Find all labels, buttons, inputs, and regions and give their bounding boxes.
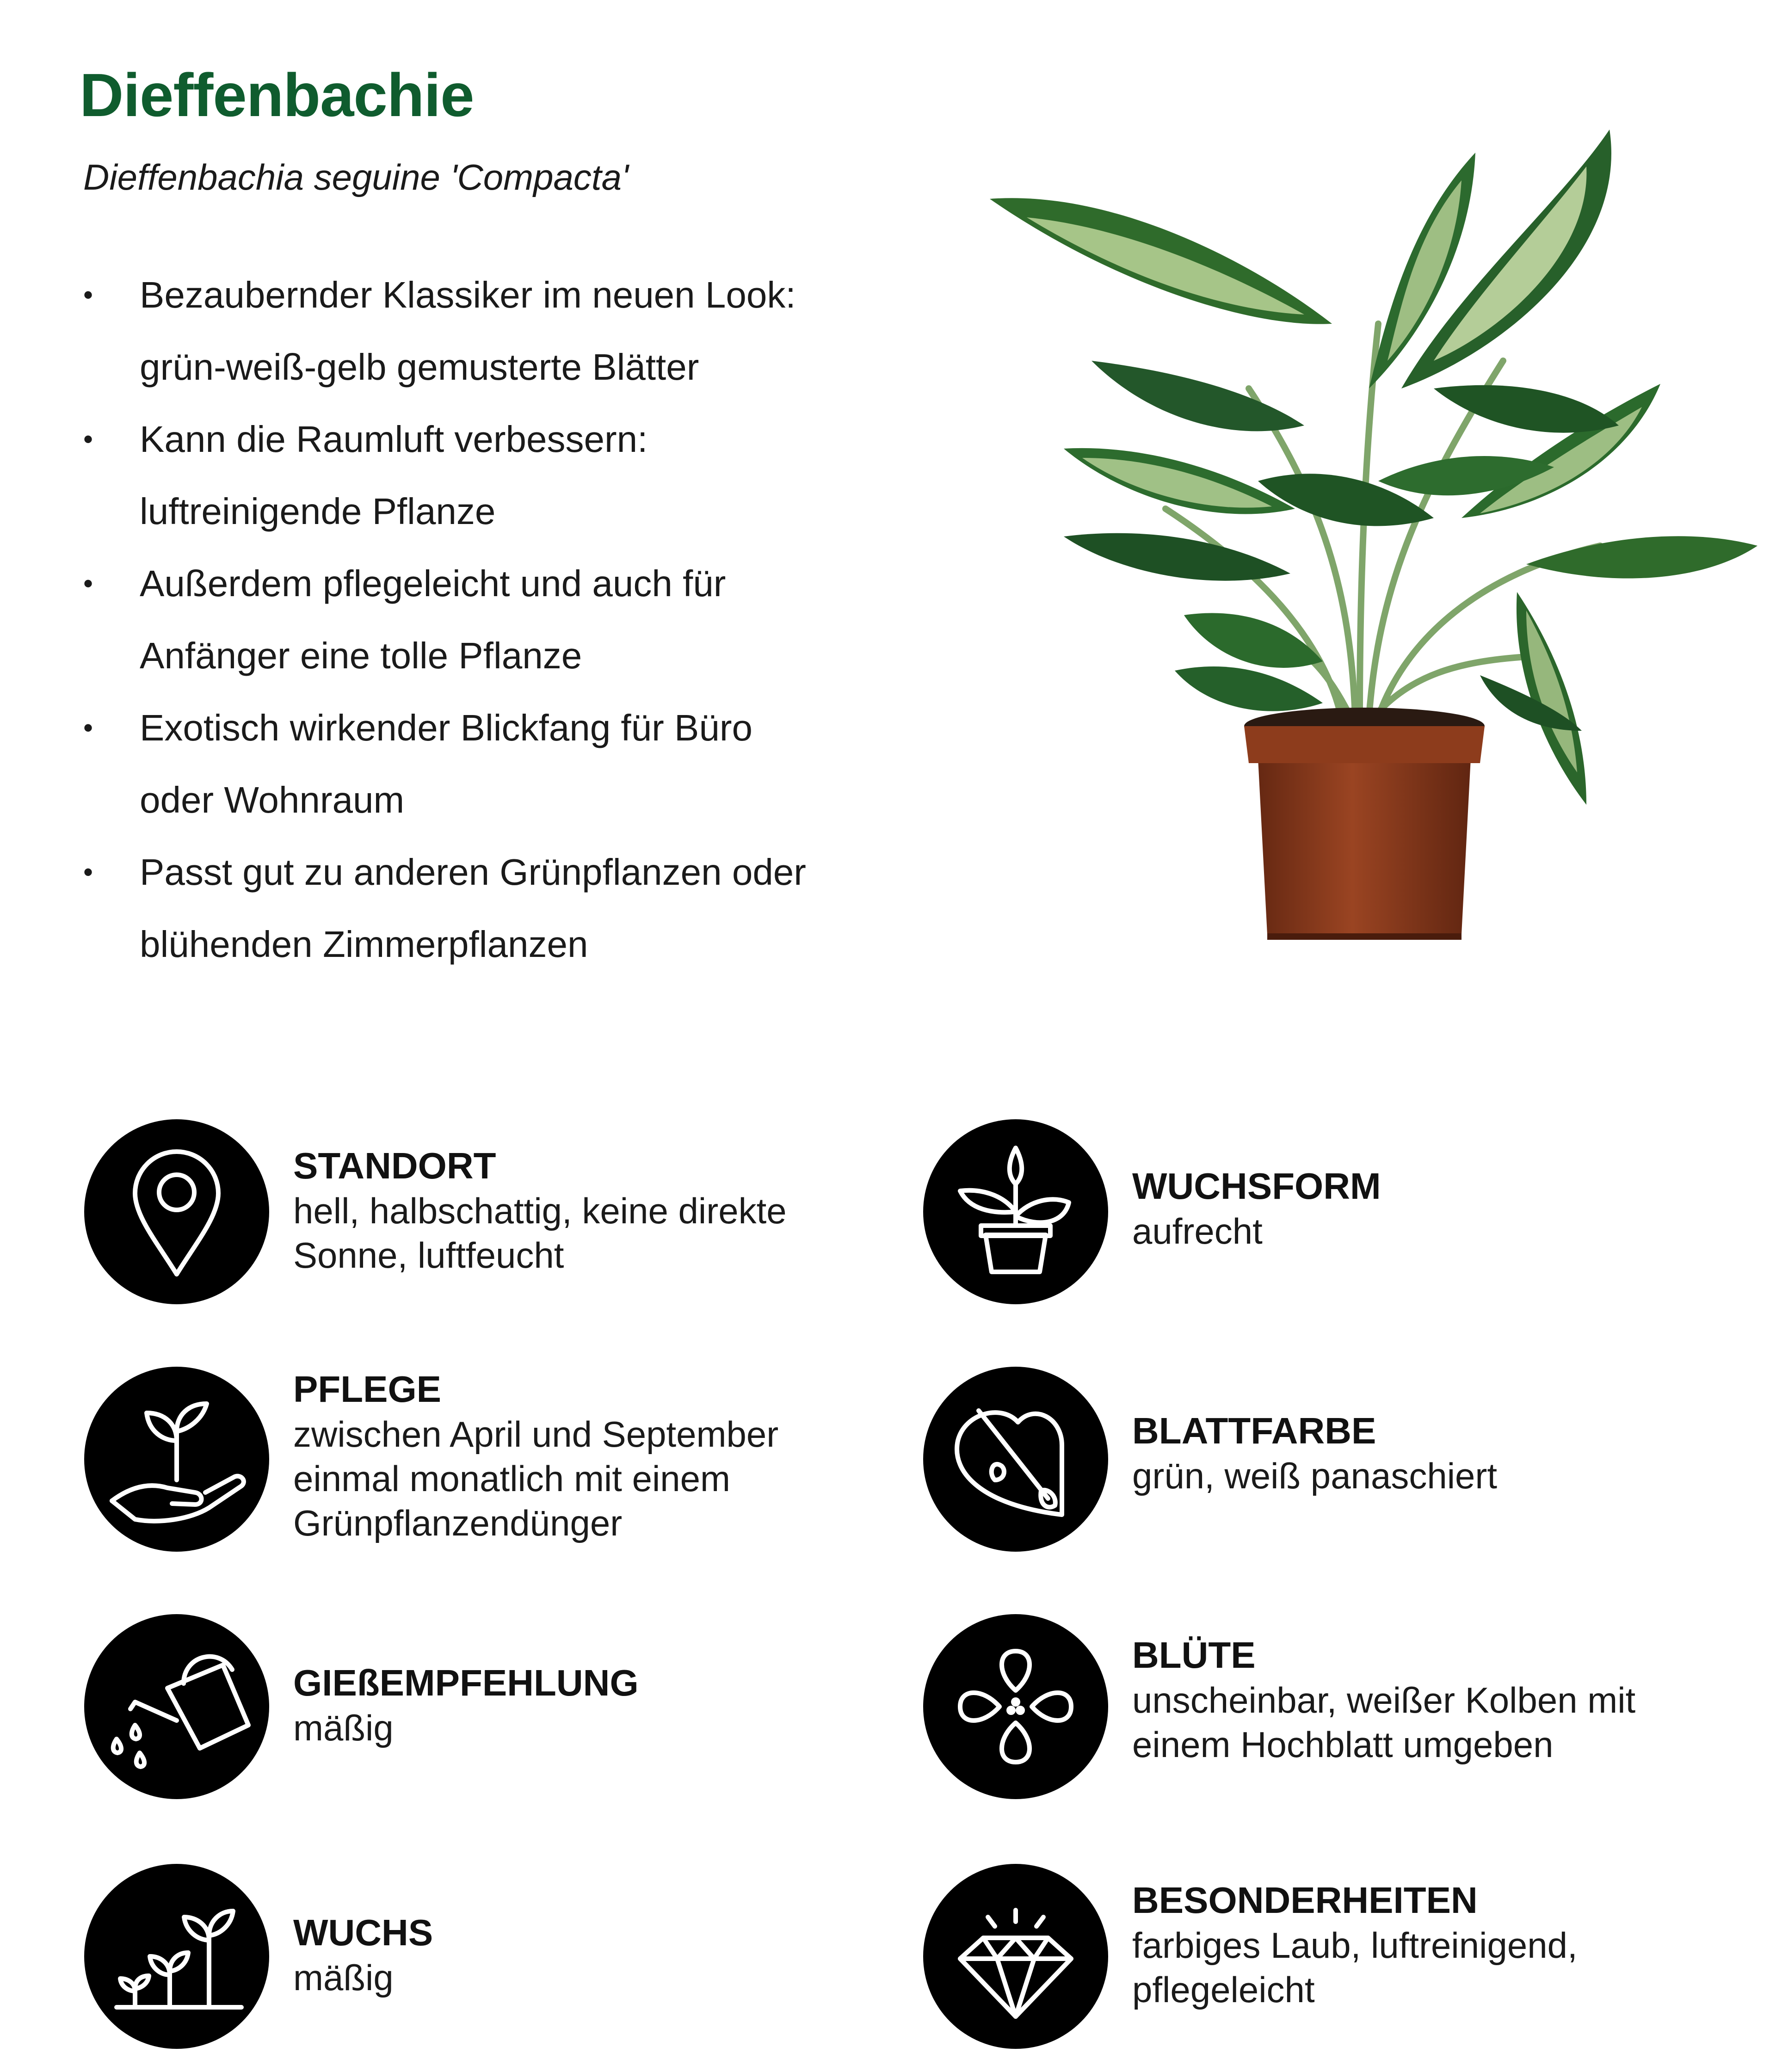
feature-description [1132, 1923, 1743, 2012]
bullet-text: oder Wohnraum [140, 779, 405, 820]
bullet-item [83, 836, 897, 980]
feature-line: aufrecht [1132, 1211, 1263, 1252]
feature-line: pflegeleicht [1132, 1969, 1315, 2010]
hand-seedling-icon [84, 1367, 269, 1552]
feature-giessempfehlung [84, 1614, 870, 1799]
standort-text [293, 1143, 904, 1277]
feature-wuchsform [923, 1119, 1756, 1304]
feature-description [1132, 1678, 1743, 1767]
wuchs-icon-circle [84, 1864, 269, 2049]
feature-line: Sonne, luftfeucht [293, 1235, 564, 1276]
bullet-text: Exotisch wirkender Blickfang für Büro [140, 707, 752, 748]
feature-bullet-list [83, 259, 897, 980]
feature-heading: GIEßEMPFEHLUNG [293, 1662, 639, 1703]
feature-heading: WUCHSFORM [1132, 1166, 1381, 1207]
feature-line: unscheinbar, weißer Kolben mit [1132, 1680, 1636, 1720]
bullet-item [83, 692, 897, 836]
bluete-text [1132, 1633, 1743, 1767]
feature-description [1132, 1454, 1743, 1498]
bullet-dot-icon: • [83, 424, 93, 455]
blattfarbe-icon-circle [923, 1367, 1108, 1552]
bullet-text: luftreinigende Pflanze [140, 491, 496, 532]
feature-besonderheiten [923, 1864, 1756, 2049]
feature-line: einem Hochblatt umgeben [1132, 1724, 1554, 1765]
feature-heading: PFLEGE [293, 1369, 442, 1410]
wuchsform-text [1132, 1164, 1743, 1253]
page-title: Dieffenbachie [80, 61, 474, 129]
bullet-text: Kann die Raumluft verbessern: [140, 419, 648, 460]
feature-description [1132, 1209, 1743, 1253]
latin-name: Dieffenbachia seguine 'Compacta' [83, 157, 629, 197]
feature-line: Grünpflanzendünger [293, 1503, 623, 1543]
feature-line: farbiges Laub, luftreinigend, [1132, 1925, 1578, 1966]
feature-line: mäßig [293, 1957, 394, 1998]
bullet-text: Anfänger eine tolle Pflanze [140, 635, 582, 676]
flower-icon [923, 1614, 1108, 1799]
feature-line: zwischen April und September [293, 1414, 779, 1455]
feature-heading: BLATTFARBE [1132, 1410, 1376, 1451]
location-pin-icon [84, 1119, 269, 1304]
pflege-icon-circle [84, 1367, 269, 1552]
bullet-item [83, 548, 897, 692]
feature-pflege [84, 1367, 870, 1552]
feature-line: einmal monatlich mit einem [293, 1458, 731, 1499]
feature-description [293, 1189, 904, 1277]
wuchsform-icon-circle [923, 1119, 1108, 1304]
watering-can-icon [84, 1614, 269, 1799]
feature-line: hell, halbschattig, keine direkte [293, 1190, 787, 1231]
pflege-text [293, 1367, 904, 1545]
bullet-item [83, 259, 897, 403]
feature-description [293, 1412, 904, 1545]
besonderheiten-icon-circle [923, 1864, 1108, 2049]
feature-description [293, 1955, 904, 2000]
bullet-text: blühenden Zimmerpflanzen [140, 924, 588, 965]
potted-plant-icon [923, 1119, 1108, 1304]
feature-line: grün, weiß panaschiert [1132, 1455, 1498, 1496]
feature-line: mäßig [293, 1708, 394, 1748]
growing-sprouts-icon [84, 1864, 269, 2049]
bullet-dot-icon: • [83, 712, 93, 743]
feature-blattfarbe [923, 1367, 1756, 1552]
feature-heading: STANDORT [293, 1145, 496, 1186]
feature-heading: BLÜTE [1132, 1634, 1256, 1676]
wuchs-text [293, 1910, 904, 2000]
giessen-icon-circle [84, 1614, 269, 1799]
bullet-text: Außerdem pflegeleicht und auch für [140, 563, 726, 604]
bullet-item [83, 403, 897, 548]
feature-description [293, 1706, 904, 1750]
bullet-dot-icon: • [83, 279, 93, 310]
bullet-text: grün-weiß-gelb gemusterte Blätter [140, 346, 699, 388]
bullet-dot-icon: • [83, 568, 93, 599]
feature-wuchs [84, 1864, 870, 2049]
bullet-text: Bezaubernder Klassiker im neuen Look: [140, 274, 796, 315]
feature-bluete [923, 1614, 1756, 1799]
bullet-dot-icon: • [83, 857, 93, 888]
besonderheiten-text [1132, 1878, 1743, 2012]
feature-heading: BESONDERHEITEN [1132, 1880, 1478, 1921]
diamond-icon [923, 1864, 1108, 2049]
feature-heading: WUCHS [293, 1912, 433, 1953]
giessen-text [293, 1660, 904, 1750]
bullet-text: Passt gut zu anderen Grünpflanzen oder [140, 851, 806, 893]
leaf-paintbrush-icon [923, 1367, 1108, 1552]
standort-icon-circle [84, 1119, 269, 1304]
feature-standort [84, 1119, 870, 1304]
bluete-icon-circle [923, 1614, 1108, 1799]
blattfarbe-text [1132, 1408, 1743, 1498]
plant-image [971, 130, 1758, 962]
